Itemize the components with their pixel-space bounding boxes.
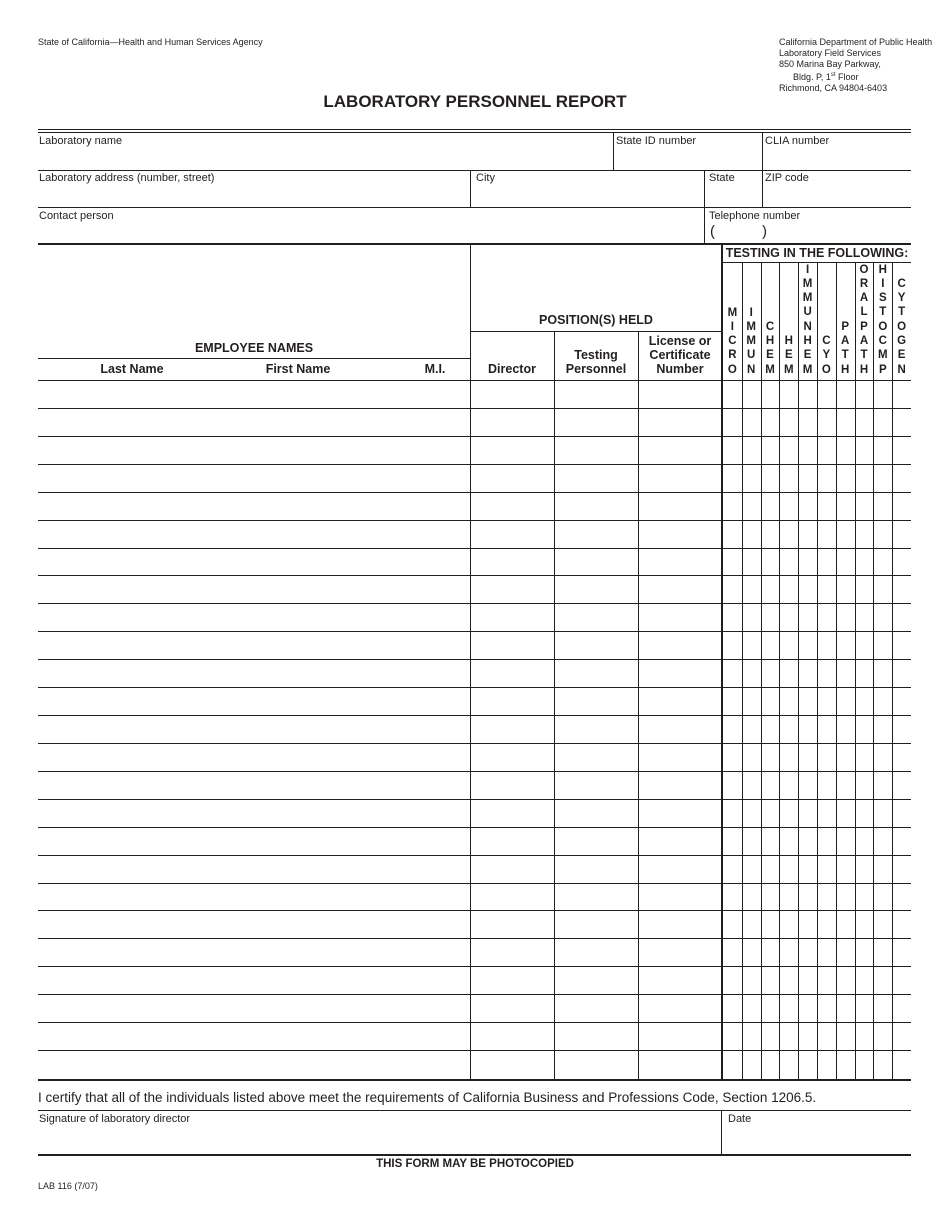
specialty-header-hem — [780, 334, 798, 377]
row-divider — [38, 631, 911, 632]
table-row[interactable] — [38, 856, 911, 884]
table-row[interactable] — [38, 409, 911, 437]
table-row[interactable] — [38, 967, 911, 995]
specialty-header-path — [836, 320, 854, 377]
specialty-letter: O — [727, 363, 737, 376]
specialty-letter: C — [765, 320, 775, 333]
table-row[interactable] — [38, 939, 911, 967]
table-row[interactable] — [38, 884, 911, 912]
address-field[interactable]: Laboratory address (number, street) — [39, 172, 215, 184]
zip-field[interactable]: ZIP code — [765, 172, 809, 184]
row-divider — [38, 687, 911, 688]
specialty-header-immun — [742, 306, 760, 377]
table-row[interactable] — [38, 911, 911, 939]
specialty-header-chem — [761, 320, 779, 377]
row-divider — [38, 994, 911, 995]
table-row[interactable] — [38, 995, 911, 1023]
table-row[interactable] — [38, 632, 911, 660]
row-divider — [38, 603, 911, 604]
specialty-header-cytogen — [893, 277, 911, 377]
dept-bldg: Bldg. P, 1 — [793, 72, 831, 82]
divider — [38, 132, 911, 133]
row-divider — [38, 408, 911, 409]
table-row[interactable] — [38, 772, 911, 800]
divider — [38, 358, 470, 359]
table-row[interactable] — [38, 521, 911, 549]
city-field[interactable]: City — [476, 172, 495, 184]
certification-statement: I certify that all of the individuals listed above meet the requirements of California Business and Professions Code, Section 1206.5. — [38, 1090, 817, 1105]
dept-line: Richmond, CA 94804-6403 — [779, 83, 888, 93]
row-divider — [38, 520, 911, 521]
divider — [704, 207, 705, 244]
state-field[interactable]: State — [709, 172, 735, 184]
divider — [38, 1079, 911, 1081]
specialty-header-histocmp — [874, 263, 892, 377]
dept-line — [779, 70, 932, 83]
divider — [38, 1110, 911, 1111]
specialty-letter: M — [746, 335, 756, 348]
specialty-letter: O — [897, 320, 907, 333]
license-line: License or — [648, 334, 712, 348]
dept-line: Laboratory Field Services — [779, 48, 882, 58]
row-divider — [38, 464, 911, 465]
divider — [762, 170, 763, 207]
specialty-letter: M — [727, 306, 738, 319]
row-divider — [38, 938, 911, 939]
specialty-letter: I — [730, 320, 734, 333]
license-line: Certificate — [649, 348, 711, 362]
testing-in-header: TESTING IN THE FOLLOWING: — [725, 246, 909, 260]
specialty-letter: T — [879, 306, 887, 319]
specialty-letter: T — [841, 349, 849, 362]
specialty-letter: O — [859, 263, 869, 276]
specialty-letter: A — [841, 335, 850, 348]
specialty-letter: Y — [897, 292, 906, 305]
specialty-letter: I — [749, 306, 753, 319]
table-row[interactable] — [38, 828, 911, 856]
specialty-header-micro — [723, 306, 741, 377]
specialty-letter: H — [841, 363, 850, 376]
specialty-letter: E — [803, 349, 812, 362]
first-name-header: First Name — [265, 362, 331, 376]
last-name-header: Last Name — [100, 362, 164, 376]
divider — [470, 331, 722, 332]
specialty-letter: G — [897, 335, 907, 348]
director-header: Director — [488, 362, 536, 376]
row-divider — [38, 827, 911, 828]
row-divider — [38, 1022, 911, 1023]
specialty-letter: U — [747, 349, 756, 362]
specialty-letter: N — [747, 363, 756, 376]
specialty-letter: H — [765, 335, 775, 348]
photocopy-notice: THIS FORM MAY BE PHOTOCOPIED — [376, 1158, 574, 1170]
table-row[interactable] — [38, 716, 911, 744]
state-id-field[interactable]: State ID number — [616, 135, 697, 147]
page-title: LABORATORY PERSONNEL REPORT — [323, 92, 627, 111]
table-row[interactable] — [38, 465, 911, 493]
row-divider — [38, 436, 911, 437]
row-divider — [38, 715, 911, 716]
specialty-header-immunhem — [799, 263, 817, 377]
row-divider — [38, 799, 911, 800]
divider — [38, 170, 911, 171]
specialty-letter: P — [878, 363, 887, 376]
specialty-letter: E — [897, 349, 906, 362]
table-row[interactable] — [38, 604, 911, 632]
lab-name-field[interactable]: Laboratory name — [39, 135, 123, 147]
specialty-letter: R — [859, 277, 869, 290]
mi-header: M.I. — [424, 362, 446, 376]
divider — [38, 129, 911, 130]
specialty-letter: M — [765, 363, 775, 376]
specialty-letter: R — [728, 349, 737, 362]
table-row[interactable] — [38, 1051, 911, 1079]
telephone-field[interactable]: Telephone number — [709, 210, 801, 222]
positions-held-header: POSITION(S) HELD — [539, 313, 653, 327]
specialty-letter: M — [878, 349, 888, 362]
table-row[interactable] — [38, 576, 911, 604]
table-row[interactable] — [38, 437, 911, 465]
divider — [38, 1154, 911, 1156]
department-address — [779, 37, 932, 94]
date-field[interactable]: Date — [728, 1113, 752, 1125]
row-divider — [38, 855, 911, 856]
specialty-letter: C — [897, 277, 906, 290]
testing-personnel-line: Testing — [574, 348, 618, 362]
specialty-letter: M — [802, 277, 813, 290]
divider — [38, 243, 911, 245]
specialty-letter: O — [821, 363, 831, 376]
specialty-letter: H — [878, 263, 887, 276]
dept-floor: Floor — [835, 72, 859, 82]
divider — [721, 1110, 722, 1155]
divider — [38, 207, 911, 208]
testing-personnel-header — [554, 348, 638, 376]
divider — [470, 170, 471, 207]
specialty-letter: T — [860, 349, 868, 362]
specialty-letter: M — [802, 292, 813, 305]
specialty-letter: P — [860, 320, 868, 333]
agency-name: State of California—Health and Human Services Agency — [38, 37, 263, 47]
contact-person-field[interactable]: Contact person — [39, 210, 114, 222]
specialty-letter: U — [803, 306, 812, 319]
row-divider — [38, 966, 911, 967]
row-divider — [38, 659, 911, 660]
row-divider — [38, 492, 911, 493]
specialty-letter: C — [878, 335, 887, 348]
row-divider — [38, 910, 911, 911]
specialty-letter: M — [784, 363, 794, 376]
specialty-letter: S — [878, 292, 887, 305]
specialty-header-oralpath — [855, 263, 873, 377]
table-row[interactable] — [38, 493, 911, 521]
dept-sup: st — [830, 72, 836, 78]
table-row[interactable] — [38, 549, 911, 577]
signature-field[interactable]: Signature of laboratory director — [39, 1113, 191, 1125]
clia-field[interactable]: CLIA number — [765, 135, 830, 147]
specialty-letter: C — [822, 335, 831, 348]
row-divider — [38, 743, 911, 744]
specialty-letter: H — [784, 335, 793, 348]
row-divider — [38, 1050, 911, 1051]
specialty-letter: N — [803, 320, 812, 333]
testing-personnel-line: Personnel — [565, 362, 627, 376]
table-row[interactable] — [38, 381, 911, 409]
form-id: LAB 116 (7/07) — [38, 1181, 98, 1191]
row-divider — [38, 548, 911, 549]
specialty-letter: A — [859, 335, 869, 348]
table-row[interactable] — [38, 800, 911, 828]
dept-line: 850 Marina Bay Parkway, — [779, 59, 881, 69]
specialty-letter: I — [881, 277, 885, 290]
dept-line: California Department of Public Health — [779, 37, 933, 47]
table-row[interactable] — [38, 744, 911, 772]
specialty-letter: A — [859, 292, 869, 305]
specialty-letter: H — [859, 363, 869, 376]
divider — [704, 170, 705, 207]
specialty-letter: I — [805, 263, 810, 276]
divider — [762, 132, 763, 170]
specialty-letter: Y — [822, 349, 831, 362]
row-divider — [38, 883, 911, 884]
specialty-letter: T — [898, 306, 906, 319]
table-row[interactable] — [38, 660, 911, 688]
specialty-letter: N — [897, 363, 906, 376]
specialty-header-cyo — [817, 334, 835, 377]
employee-names-header: EMPLOYEE NAMES — [194, 341, 314, 355]
phone-paren-close: ) — [762, 223, 767, 240]
license-header — [638, 334, 722, 376]
specialty-letter: E — [784, 349, 793, 362]
phone-paren-open: ( — [710, 223, 715, 240]
table-row[interactable] — [38, 1023, 911, 1051]
specialty-letter: C — [728, 335, 737, 348]
license-line: Number — [656, 362, 704, 376]
specialty-letter: P — [841, 320, 850, 333]
row-divider — [38, 771, 911, 772]
specialty-letter: E — [766, 349, 774, 362]
specialty-letter: L — [860, 306, 868, 319]
row-divider — [38, 575, 911, 576]
specialty-letter: M — [802, 363, 813, 376]
table-row[interactable] — [38, 688, 911, 716]
specialty-letter: H — [803, 335, 812, 348]
divider — [613, 132, 614, 170]
specialty-letter: O — [878, 320, 888, 333]
specialty-letter: M — [746, 320, 756, 333]
